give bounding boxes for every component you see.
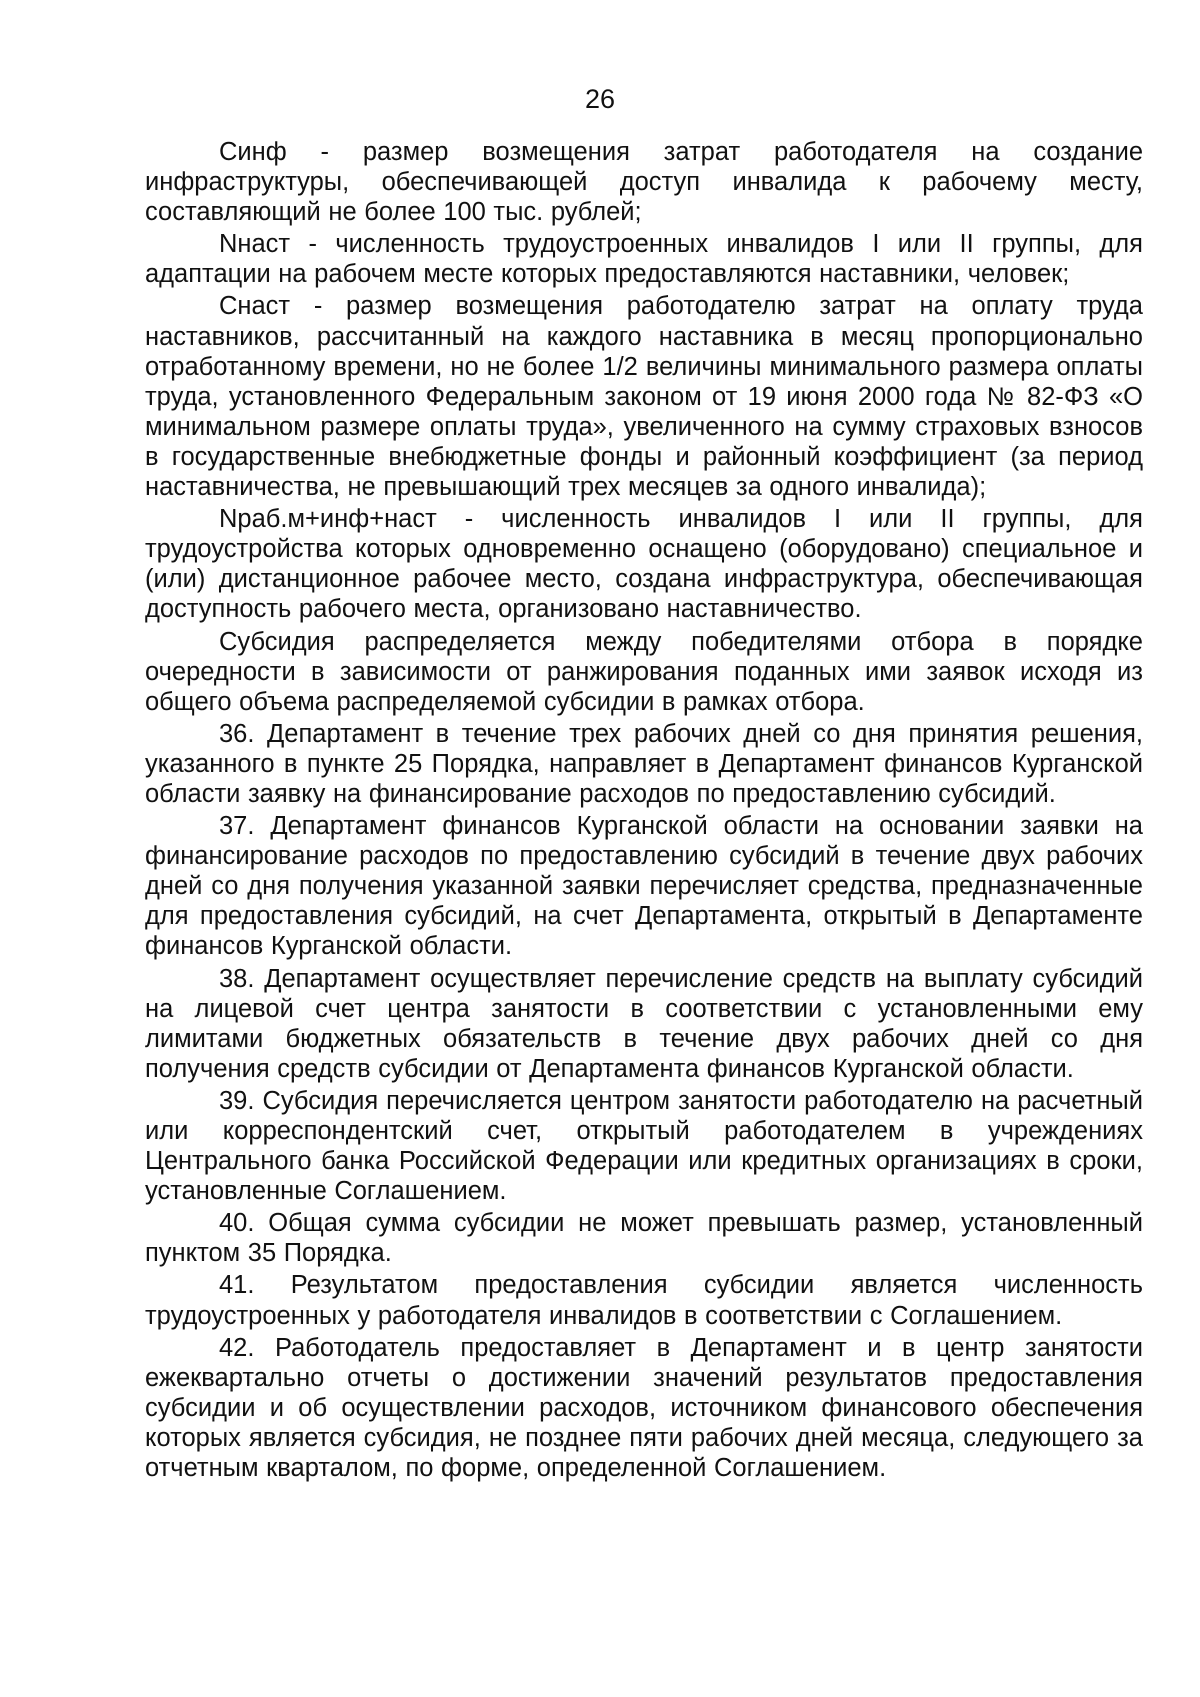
paragraph-sinf-definition: Синф - размер возмещения затрат работодателя на создание инфраструктуры, обеспечивающей доступ инвалида к рабочему месту, составляющий не более 100 тыс. рублей;: [145, 138, 1143, 227]
paragraph-clause-41: 41. Результатом предоставления субсидии является численность трудоустроенных у работодателя инвалидов в соответствии с Соглашением.: [145, 1271, 1143, 1330]
paragraph-clause-42: 42. Работодатель предоставляет в Департамент и в центр занятости ежеквартально отчеты о достижении значений результатов предоставления субсидии и об осуществлении расходов, источником финансового обеспечения которых является субсидия, не позднее пяти рабочих дней месяца, следующего за отчетным кварталом, по форме, определенной Соглашением.: [145, 1333, 1143, 1483]
document-body: [145, 137, 1143, 1485]
paragraph-nrab-definition: Nраб.м+инф+наст - численность инвалидов I или II группы, для трудоустройства которых одновременно оснащено (оборудовано) специальное и (или) дистанционное рабочее место, создана инфраструктура, обеспечивающая доступность рабочего места, организовано наставничество.: [145, 505, 1143, 624]
paragraph-nnast-definition: Nнаст - численность трудоустроенных инвалидов I или II группы, для адаптации на рабочем месте которых предоставляются наставники, человек;: [145, 230, 1143, 289]
paragraph-clause-38: 38. Департамент осуществляет перечисление средств на выплату субсидий на лицевой счет центра занятости в соответствии с установленными ему лимитами бюджетных обязательств в течение двух рабочих дней со дня получения средств субсидии от Департамента финансов Курганской области.: [145, 964, 1143, 1083]
paragraph-subsidy-distribution: Субсидия распределяется между победителями отбора в порядке очередности в зависимости от ранжирования поданных ими заявок исходя из общего объема распределяемой субсидии в рамках отбора.: [145, 627, 1143, 716]
paragraph-snast-definition: Снаст - размер возмещения работодателю затрат на оплату труда наставников, рассчитанный на каждого наставника в месяц пропорционально отработанному времени, но не более 1/2 величины минимального размера оплаты труда, установленного Федеральным законом от 19 июня 2000 года № 82-ФЗ «О минимальном размере оплаты труда», увеличенного на сумму страховых взносов в государственные внебюджетные фонды и районный коэффициент (за период наставничества, не превышающий трех месяцев за одного инвалида);: [145, 292, 1143, 502]
paragraph-clause-39: 39. Субсидия перечисляется центром занятости работодателю на расчетный или корреспондентский счет, открытый работодателем в учреждениях Центрального банка Российской Федерации или кредитных организациях в сроки, установленные Соглашением.: [145, 1086, 1143, 1206]
paragraph-clause-40: 40. Общая сумма субсидии не может превышать размер, установленный пунктом 35 Порядка.: [145, 1209, 1143, 1268]
paragraph-clause-37: 37. Департамент финансов Курганской области на основании заявки на финансирование расходов по предоставлению субсидий в течение двух рабочих дней со дня получения указанной заявки перечисляет средства, предназначенные для предоставления субсидий, на счет Департамента, открытый в Департаменте финансов Курганской области.: [145, 812, 1143, 961]
paragraph-clause-36: 36. Департамент в течение трех рабочих дней со дня принятия решения, указанного в пункте 25 Порядка, направляет в Департамент финансов Курганской области заявку на финансирование расходов по предоставлению субсидий.: [145, 719, 1143, 808]
page-number: 26: [584, 84, 616, 114]
